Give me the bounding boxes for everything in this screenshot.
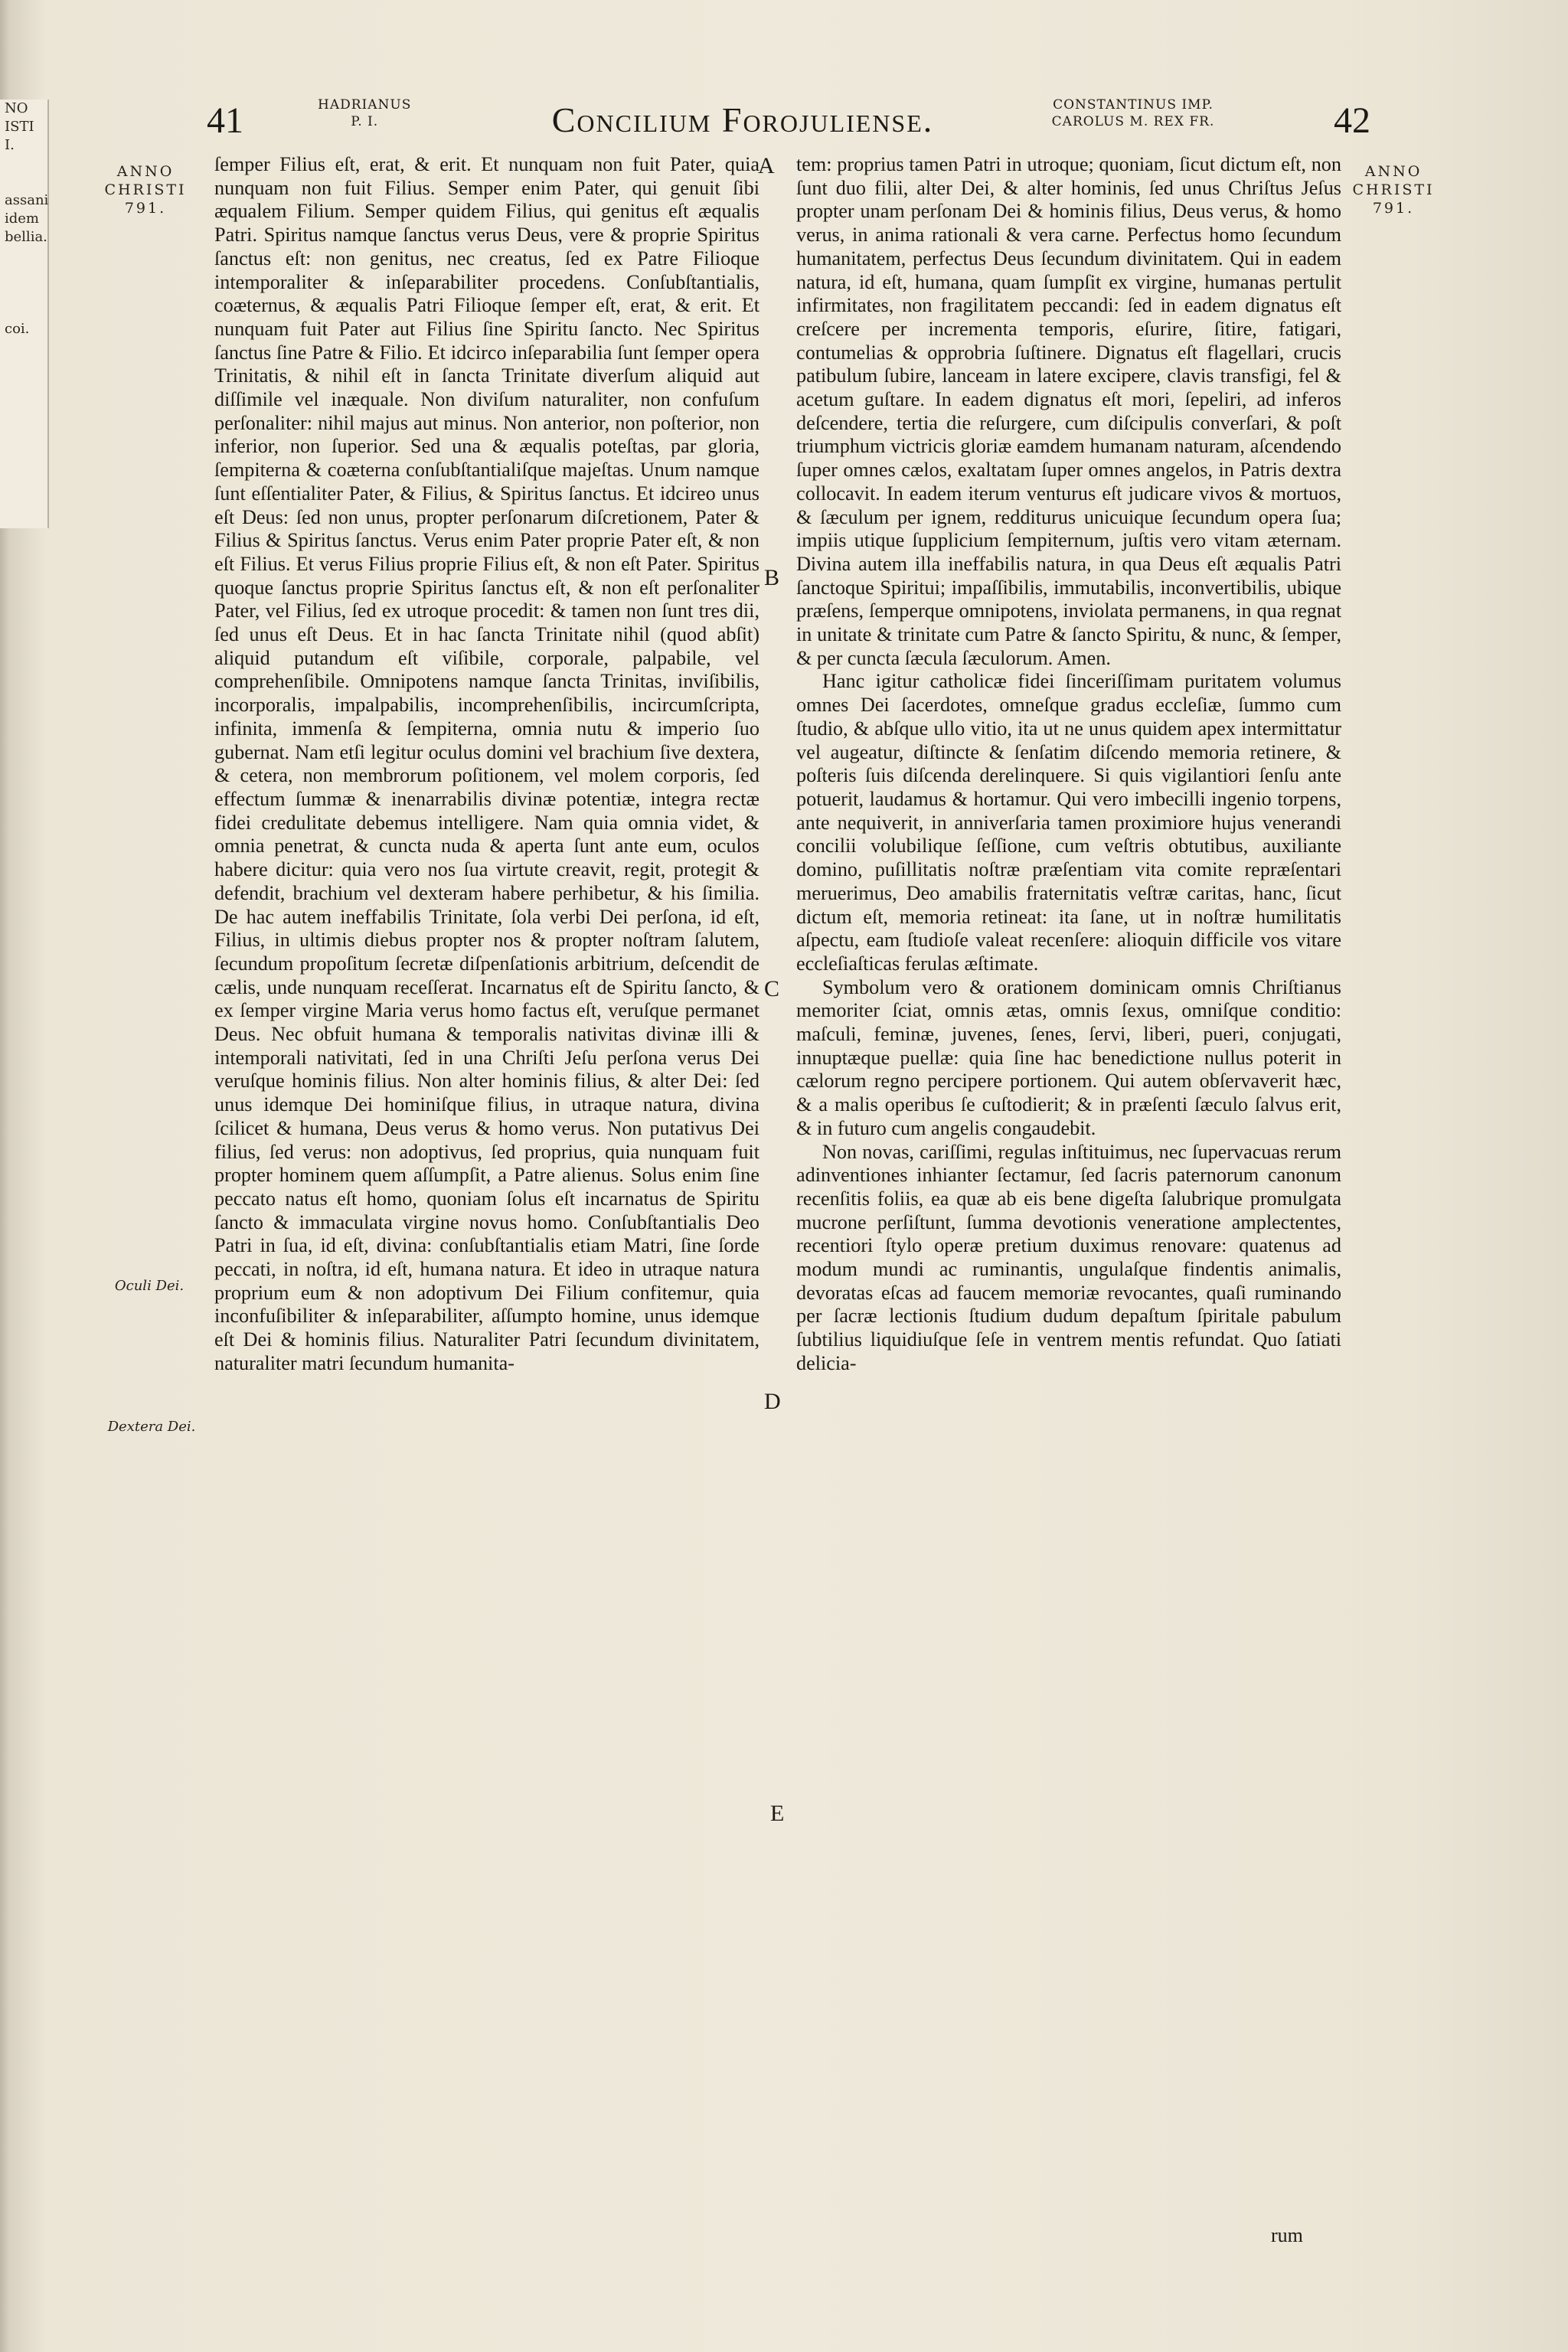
margin-year-line: ANNO — [116, 163, 175, 180]
prev-margin-line: coi. — [5, 321, 30, 337]
prev-margin-line — [0, 155, 47, 173]
margin-note-dextera: Dextera Dei. — [107, 1419, 196, 1435]
prev-margin-line — [0, 283, 47, 302]
running-header — [207, 86, 1370, 155]
header-left-line: P. I. — [351, 114, 379, 129]
catchword: rum — [1271, 2224, 1303, 2246]
page-number-right: 42 — [1334, 100, 1370, 141]
header-right-note — [1041, 96, 1225, 130]
text-column-left — [214, 153, 760, 1376]
previous-page-edge — [0, 100, 49, 528]
prev-margin-line — [0, 173, 47, 191]
paragraph: Non novas, cariſſimi, regulas inſtituimus, nec ſupervacuas rerum adinventiones inhianter ſectamur, ſed ſacris paternorum canonum recenſitis foliis, ea quæ ab eis bene digeſta ſalubrique promulgata mucrone perſiſtunt, ſumma devotionis veneratione amplectentes, recentiori ſtylo operæ pretium duximus renovare: quatenus ad modum mundi ac ruminantis, ungulaſque findentis animalis, devoratas eſcas ad faucem memoriæ revocantes, quaſi ruminando per ſacræ lectionis ſtudium dudum depaſtum ſpiritale pabulum ſubtilius liquidiuſque ſeſe in ventrem mentis refundat. Quo ſatiati delicia- — [796, 1140, 1341, 1374]
section-letter-b: B — [764, 565, 780, 590]
prev-margin-line: bellia. — [5, 229, 47, 245]
margin-year-line: 791. — [1372, 200, 1415, 217]
section-letter-a: A — [758, 153, 775, 178]
margin-year-line: ANNO — [1364, 163, 1423, 180]
margin-note-oculi: Oculi Dei. — [114, 1278, 185, 1294]
prev-margin-line: NO — [5, 100, 28, 116]
section-letter-e: E — [770, 1801, 785, 1826]
margin-year-line: CHRISTI — [104, 181, 187, 198]
section-letter-d: D — [764, 1389, 781, 1414]
prev-margin-line: idem — [5, 211, 39, 227]
header-right-line: CAROLUS M. REX FR. — [1051, 114, 1215, 129]
prev-margin-line — [0, 247, 47, 265]
paragraph: ſemper Filius eſt, erat, & erit. Et nunquam non fuit Pater, quia nunquam non fuit Filius. Semper enim Pater, qui genuit ſibi æqualem Filium. Semper quidem Filius, qui genitus eſt æqualis Patri. Spiritus namque ſanctus verus Deus, vere & proprie Spiritus ſanctus eſt: non genitus, nec creatus, ſed ex Patre Filioque intemporaliter & inſeparabiliter procedens. Conſubſtantialis, coæternus, & æqualis Patri Filioque ſemper eſt, erat, & erit. Et nunquam fuit Pater aut Filius ſine Spiritu ſancto. Nec Spiritus ſanctus ſine Patre & Filio. Et idcirco inſeparabilia ſunt ſemper opera Trinitatis, & nihil eſt in ſancta Trinitate diverſum aliquid aut diſſimile vel inæquale. Non diviſum naturaliter, non confuſum perſonaliter: nihil majus aut minus. Non anterior, non poſterior, non inferior, non ſuperior. Sed una & æqualis poteſtas, par gloria, ſempiterna & coæterna conſubſtantialiſque majeſtas. Unum namque ſunt eſſentialiter Pater, & Filius, & Spiritus ſanctus. Et idcireo unus eſt Deus: ſed non unus, propter perſonarum diſcretionem, Pater & Filius & Spiritus ſanctus. Verus enim Pater proprie Pater eſt, & non eſt Filius. Et verus Filius proprie Filius eſt, & non eſt Pater. Spiritus quoque ſanctus proprie Spiritus ſanctus eſt, & non eſt perſonaliter Pater, vel Filius, ſed ex utroque procedit: & tamen non ſunt tres dii, ſed unus eſt Deus. Et in hac ſancta Trinitate nihil (quod abſit) aliquid putandum eſt viſibile, corporale, palpabile, vel comprehenſibile. Omnipotens namque ſancta Trinitas, inviſibilis, incorporalis, impalpabilis, incomprehenſibilis, incircumſcripta, infinita, immenſa & ſempiterna, omnia nutu & imperio ſuo gubernat. Nam etſi legitur oculus domini vel brachium ſive dextera, & cetera, non membrorum poſitionem, vel molem corporis, ſed effectum ſummæ & inenarrabilis divinæ potentiæ, integra rectæ fidei credulitate debemus intelligere. Nam quia omnia videt, & omnia penetrat, & cuncta nuda & aperta ſunt ante eum, oculos habere dicitur: quia vero nos ſua virtute creavit, regit, protegit & defendit, brachium vel dexteram habere perhibetur, & his ſimilia. De hac autem ineffabilis Trinitate, ſola verbi Dei perſona, id eſt, Filius, in ultimis diebus propter nos & propter noſtram ſalutem, ſecundum propoſitum ſecretæ diſpenſationis arbitrium, deſcendit de cælis, unde nunquam receſſerat. Incarnatus eſt de Spiritu ſancto, & ex ſemper virgine Maria verus homo factus eſt, veruſque permanet Deus. Nec obfuit humana & temporalis nativitas divinæ illi & intemporali nativitati, ſed in una Chriſti Jeſu perſona verus Dei veruſque hominis filius. Non alter hominis filius, & alter Dei: ſed unus idemque Dei hominiſque filius, in utraque natura, divina ſcilicet & humana, Deus verus & homo verus. Non putativus Dei filius, ſed verus: non adoptivus, ſed proprius, quia nunquam fuit propter hominem quem aſſumpſit, a Patre alienus. Solus enim ſine peccato natus eſt homo, quoniam ſolus eſt incarnatus de Spiritu ſancto & immaculata virgine novus homo. Conſubſtantialis Deo Patri in ſua, id eſt, divina: conſubſtantialis etiam Matri, ſine ſorde peccati, in noſtra, id eſt, humana natura. Et ideo in utraque natura proprium eum & non adoptivum Dei Filium confitemur, quia inconfuſibiliter & inſeparabiliter, aſſumpto homine, unus idemque eſt Dei & hominis filius. Naturaliter Patri ſecundum divinitatem, naturaliter matri ſecundum humanita- — [214, 153, 760, 1374]
margin-year-line: CHRISTI — [1352, 181, 1435, 198]
prev-margin-line — [0, 302, 47, 320]
header-left-note — [318, 96, 411, 130]
prev-margin-line: ISTI — [5, 119, 34, 135]
paragraph: Symbolum vero & orationem dominicam omnis Chriſtianus memoriter ſciat, omnis ætas, omnis ſexus, omniſque conditio: maſculi, feminæ, juvenes, ſenes, ſervi, liberi, pueri, conjugati, innuptæque puellæ: quia ſine hac benedictione nullus poterit in cælorum regno percipere portionem. Qui autem obſervaverit hæc, & a malis operibus ſe cuſtodierit; & in præſenti ſæculo ſalvus erit, & in futuro cum angelis congaudebit. — [796, 975, 1341, 1139]
margin-year-right — [1348, 162, 1439, 217]
text-column-right — [796, 153, 1341, 1376]
section-letter-c: C — [764, 976, 780, 1001]
margin-year-left — [92, 162, 199, 217]
prev-margin-line: assani — [5, 192, 49, 208]
header-left-line: HADRIANUS — [318, 97, 412, 113]
page-title: Concilium Forojuliense. — [551, 100, 934, 139]
page-number-left: 41 — [207, 100, 243, 141]
paragraph: tem: proprius tamen Patri in utroque; quoniam, ſicut dictum eſt, non ſunt duo filii, alter Dei, & alter hominis, ſed unus Chriſtus Jeſus propter unam perſonam Dei & hominis filius, Deus verus, & homo verus, in anima rationali & vera carne. Perfectus homo ſecundum humanitatem, perfectus Deus ſecundum divinitatem. Qui in eadem natura, id eſt, humana, quam ſumpſit ex virgine, humanas pertulit infirmitates, non fragilitatem peccandi: ſed in eadem dignatus eſt creſcere per incrementa temporis, eſurire, ſitire, fatigari, contumelias & opprobria ſuſtinere. Dignatus eſt flagellari, crucis patibulum ſubire, lanceam in latere excipere, clavis transfigi, fel & acetum guſtare. In eadem dignatus eſt mori, ſepeliri, ad inferos deſcendere, tertia die reſurgere, cum diſcipulis converſari, & poſt triumphum victricis gloriæ eamdem humanam naturam, aſcendendo ſuper omnes cælos, exaltatam ſuper omnes angelos, in Patris dextra collocavit. In eadem iterum venturus eſt judicare vivos & mortuos, & ſæculum per ignem, redditurus unicuique ſecundum opera ſua; impiis utique ſupplicium ſempiternum, juſtis vero vitam æternam. Divina autem illa ineffabilis natura, in qua Deus eſt æqualis Patri ſanctoque Spiritui; impaſſibilis, immutabilis, inconvertibilis, ubique præſens, ſemperque omnipotens, inviolata permanens, in qua regnat in unitate & trinitate cum Patre & ſancto Spiritu, & nunc, & ſemper, & per cuncta ſæcula ſæculorum. Amen. — [796, 153, 1341, 669]
margin-year-line: 791. — [124, 200, 167, 217]
prev-margin-line: I. — [5, 137, 15, 153]
prev-margin-line — [0, 265, 47, 283]
header-right-line: CONSTANTINUS IMP. — [1053, 97, 1214, 113]
paragraph: Hanc igitur catholicæ fidei ſinceriſſimam puritatem volumus omnes Dei ſacerdotes, omneſque gradus eccleſiæ, ſummo cum ſtudio, & abſque ullo vitio, ita ut ne unus quidem apex intermittatur vel augeatur, diſtincte & ſenſatim diſcendo memoria retinere, & poſteris ſuis diſcenda derelinquere. Si quis vigilantiori ſenſu ante potuerit, laudamus & hortamur. Qui vero imbecilli ingenio torpens, ante nequiverit, in anniverſaria tamen proximiore hujus venerandi concilii volubilique ſeſſione, cum veſtris obtutibus, auxiliante domino, puſillitatis noſtræ præſentiam vita comite repræſentari meruerimus, Deo amabilis fraternitatis veſtræ caritas, hanc, ſicut dictum eſt, memoria retineat: ita ſane, ut in noſtræ humilitatis aſpectu, eam ſtudioſe valeat recenſere: alioquin difficile vos vitare eccleſiaſticas ferulas æſtimate. — [796, 670, 1341, 975]
